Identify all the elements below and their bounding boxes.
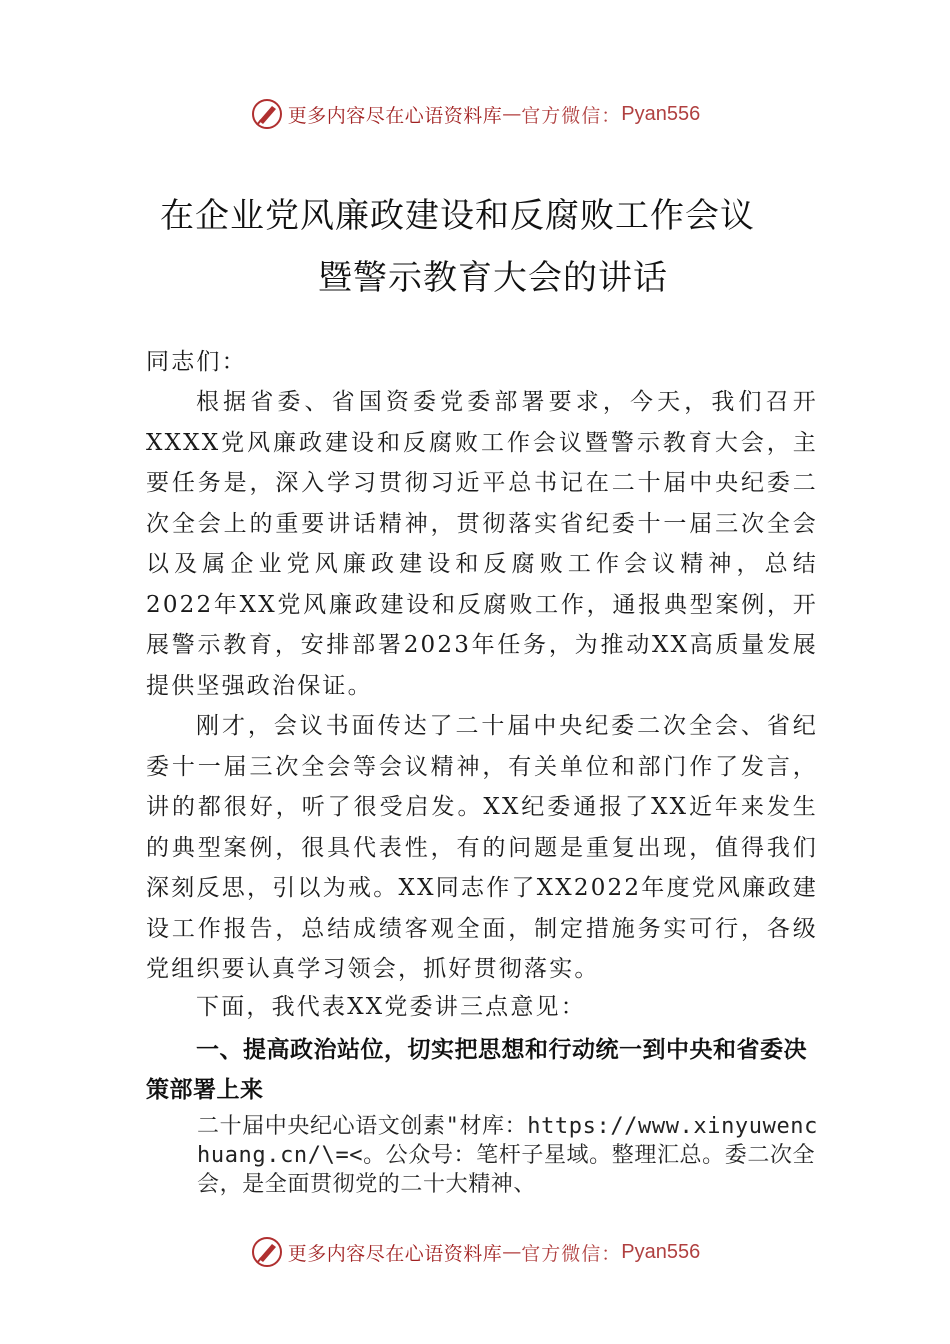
banner-text: 更多内容尽在心语资料库 xyxy=(287,104,503,127)
pen-nib-circle-icon xyxy=(250,1235,284,1269)
banner-wechat-label: 官方微信： xyxy=(521,104,622,127)
banner-wechat-label: 官方微信： xyxy=(521,1242,622,1265)
paragraph-2: 刚才，会议书面传达了二十届中央纪委二次全会、省纪委十一届三次全会等会议精神，有关单位和部门作了发言，讲的都很好，听了很受启发。XX纪委通报了XX近年来发生的典型案例，很具代表性，有的问题是重复出现，值得我们深刻反思，引以为戒。XX同志作了XX2022年度党风廉政建设工作报告，总结成绩客观全面，制定措施务实可行，各级党组织要认真学习领会，抓好贯彻落实。 xyxy=(146,713,818,982)
banner-separator: — xyxy=(502,1241,522,1263)
paragraph-1: 根据省委、省国资委党委部署要求，今天，我们召开XXXX党风廉政建设和反腐败工作会议暨警示教育大会，主要任务是，深入学习贯彻习近平总书记在二十届中央纪委二次全会上的重要讲话精神，贯彻落实省纪委十一届三次全会以及属企业党风廉政建设和反腐败工作会议精神，总结2022年XX党风廉政建设和反腐败工作，通报典型案例，开展警示教育，安排部署2023年任务，为推动XX高质量发展提供坚强政治保证。 xyxy=(146,389,818,699)
paragraph-4: 二十届中央纪心语文创素"材库：https://www.xinyuwenchuang.cn/\=<。公众号：笔杆子星域。整理汇总。委二次全会，是全面贯彻党的二十大精神、 xyxy=(197,1114,818,1197)
document-title-line2: 暨警示教育大会的讲话 xyxy=(318,258,668,298)
banner-wechat-id: Pyan556 xyxy=(621,102,701,125)
paragraph-3: 下面，我代表XX党委讲三点意见： xyxy=(196,994,586,1020)
pen-nib-circle-icon xyxy=(250,97,284,131)
banner-wechat-id: Pyan556 xyxy=(621,1240,701,1263)
banner-separator: — xyxy=(502,103,522,125)
banner-text: 更多内容尽在心语资料库 xyxy=(287,1242,503,1265)
footer-watermark-banner xyxy=(0,1232,950,1272)
header-watermark-banner xyxy=(0,94,950,134)
salutation: 同志们： xyxy=(146,349,247,375)
section-heading-1: 一、提高政治站位，切实把思想和行动统一到中央和省委决策部署上来 xyxy=(146,1037,807,1103)
document-title-line1: 在企业党风廉政建设和反腐败工作会议 xyxy=(160,196,755,236)
